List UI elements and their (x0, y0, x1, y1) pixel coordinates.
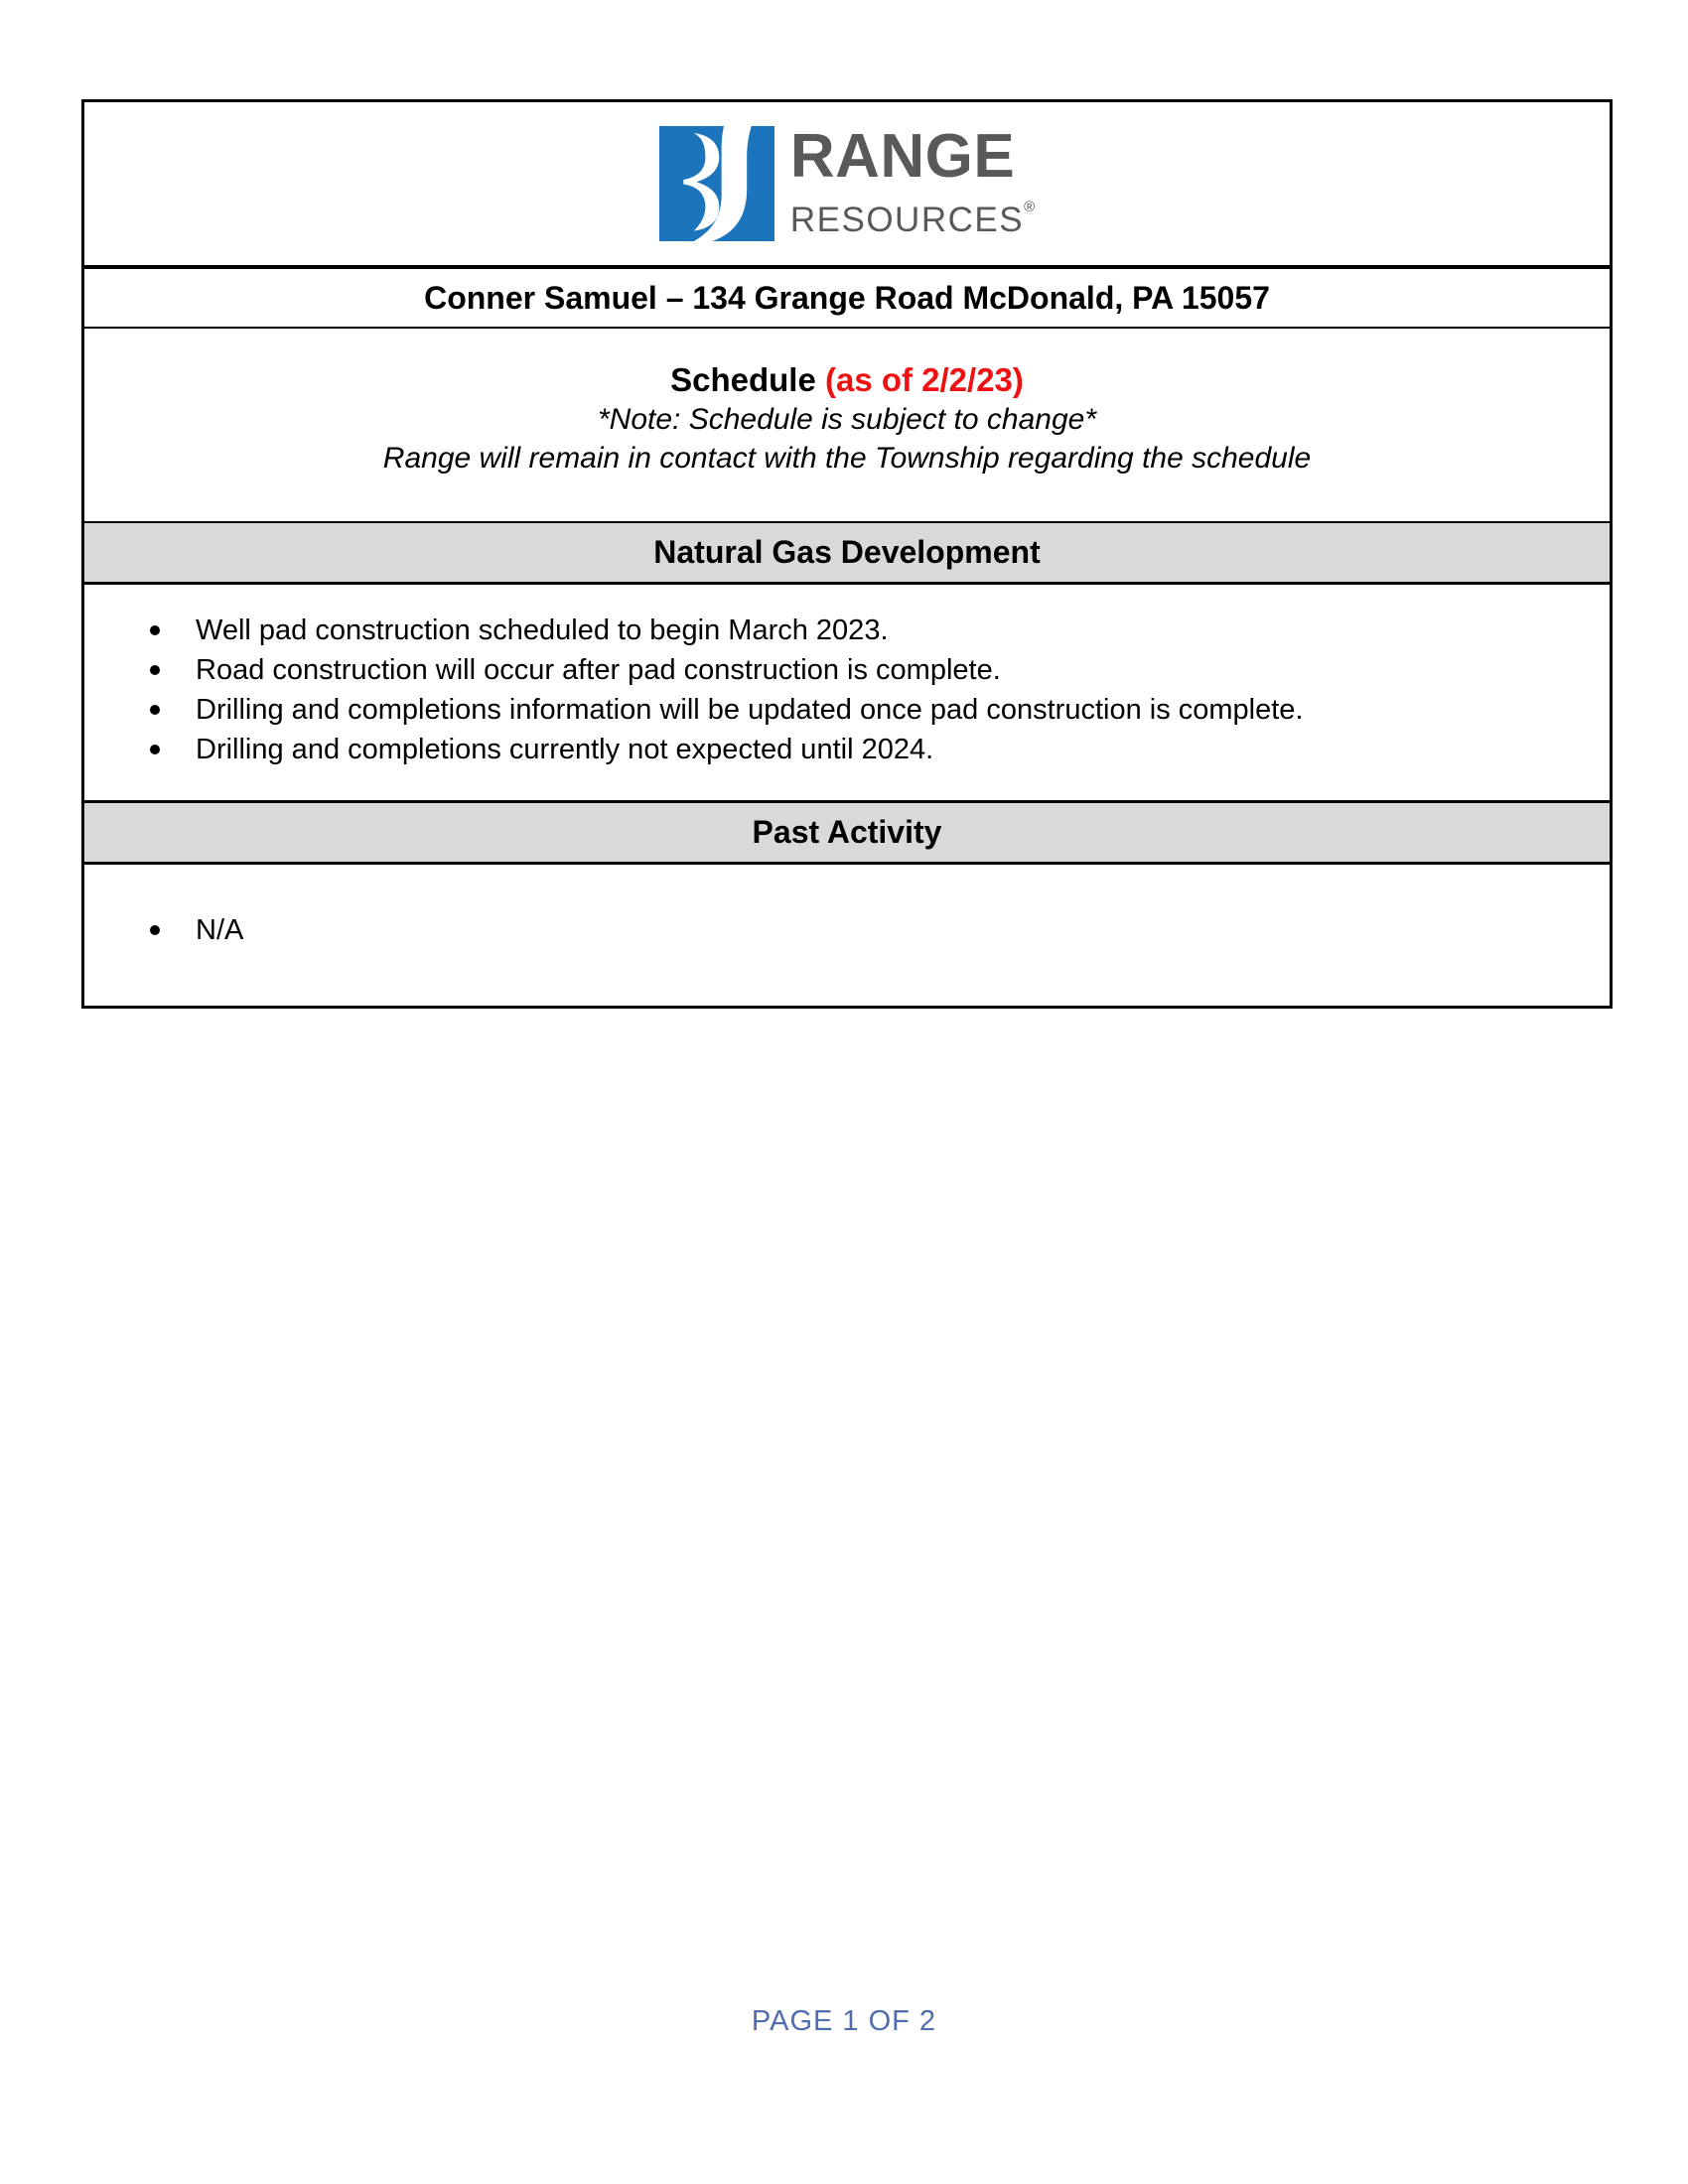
brand-name: RANGE (789, 121, 1016, 191)
natural-gas-development-bullet-list (84, 585, 1610, 769)
brand-subname: RESOURCES® (789, 198, 1036, 239)
bullet-item: N/A (84, 910, 1610, 950)
range-logo-icon (659, 126, 774, 241)
schedule-document-table (81, 99, 1613, 1009)
schedule-heading-label: Schedule (670, 361, 816, 398)
schedule-as-of-date: (as of 2/2/23) (824, 361, 1024, 398)
natural-gas-development-body (84, 585, 1610, 803)
section-header-natural-gas-development (84, 523, 1610, 585)
schedule-section (84, 329, 1610, 523)
past-activity-body (84, 865, 1610, 1006)
schedule-note-2: Range will remain in contact with the Township regarding the schedule (382, 442, 1312, 475)
page-number-footer: PAGE 1 OF 2 (751, 2005, 937, 2037)
bullet-item: Drilling and completions information will be updated once pad construction is complete. (84, 690, 1610, 730)
section-header-past-activity (84, 803, 1610, 865)
registered-trademark-icon: ® (1024, 198, 1036, 215)
section-header-label: Natural Gas Development (653, 534, 1041, 570)
logo-row (84, 102, 1610, 269)
bullet-item: Drilling and completions currently not expected until 2024. (84, 730, 1610, 769)
property-title-row (84, 269, 1610, 329)
range-resources-logo (659, 121, 1036, 241)
bullet-item: Road construction will occur after pad construction is complete. (84, 650, 1610, 690)
schedule-heading (84, 360, 1610, 400)
property-title: Conner Samuel – 134 Grange Road McDonald, PA 15057 (424, 279, 1270, 316)
past-activity-bullet-list (84, 865, 1610, 950)
bullet-item: Well pad construction scheduled to begin March 2023. (84, 611, 1610, 650)
schedule-note-1: *Note: Schedule is subject to change* (598, 403, 1096, 436)
section-header-label: Past Activity (752, 814, 942, 850)
brand-wordmark (789, 121, 1036, 241)
